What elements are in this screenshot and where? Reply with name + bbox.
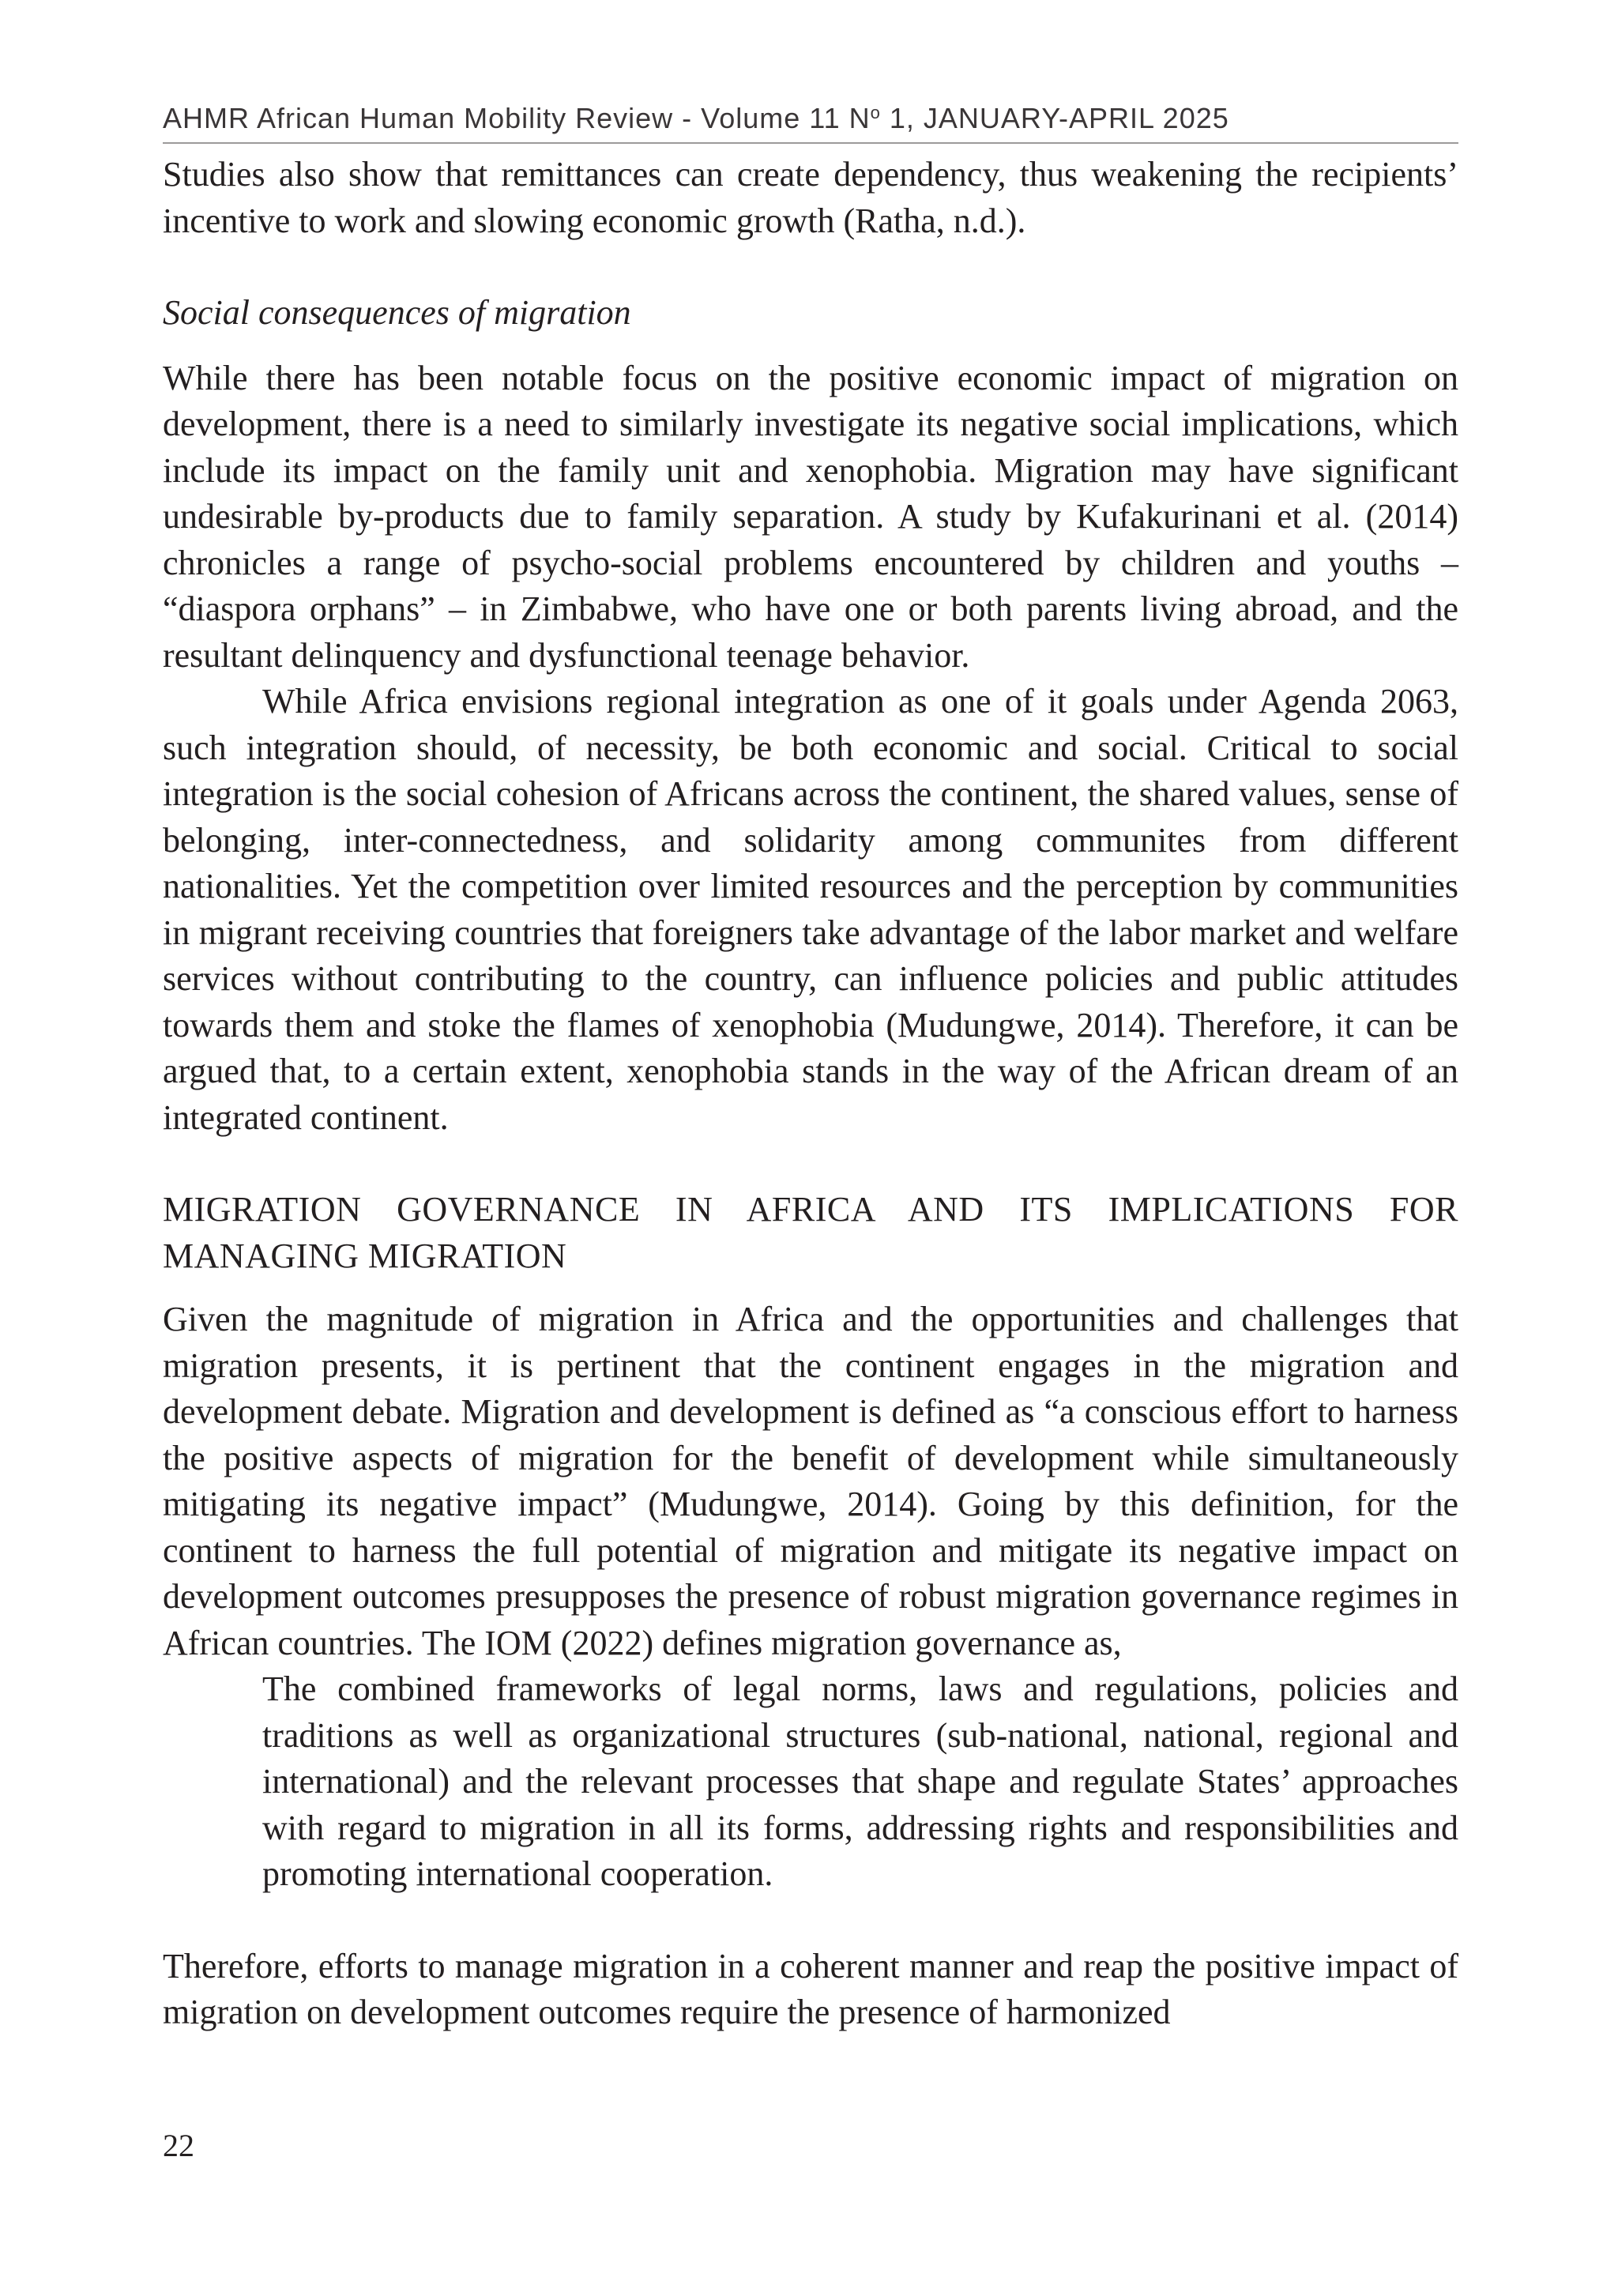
header-divider — [163, 142, 1458, 144]
journal-title: AHMR African Human Mobility Review - Volume 11 N — [163, 102, 871, 134]
body-text — [163, 152, 1458, 2036]
social-consequences-subheading: Social consequences of migration — [163, 293, 631, 332]
page-number: 22 — [163, 2128, 194, 2163]
intro-paragraph: Studies also show that remittances can create dependency, thus weakening the recipients’ incentive to work and slowing economic growth (Ratha, n.d.). — [163, 155, 1458, 240]
number-superscript: o — [870, 103, 881, 122]
iom-definition-quote: The combined frameworks of legal norms, laws and regulations, policies and traditions as well as organizational structures (sub-national, national, regional and international) and the relevant processes that shape and regulate States’ approaches with regard to migration in all its forms, addressing rights and responsibilities and promoting international cooperation. — [262, 1669, 1458, 1893]
governance-paragraph-1: Given the magnitude of migration in Africa and the opportunities and challenges that migration presents, it is pertinent that the continent engages in the migration and development debate. Migration and development is defined as “a conscious effort to harness the positive aspects of migration for the benefit of development while simultaneously mitigating its negative impact” (Mudungwe, 2014). Going by this definition, for the continent to harness the full potential of migration and mitigate its negative impact on development outcomes presupposes the presence of robust migration governance regimes in African countries. The IOM (2022) defines migration governance as, — [163, 1300, 1458, 1662]
issue-info: 1, JANUARY-APRIL 2025 — [880, 102, 1229, 134]
governance-paragraph-2: Therefore, efforts to manage migration in a coherent manner and reap the positive impact of migration on development outcomes require the presence of harmonized — [163, 1946, 1458, 2031]
migration-governance-heading: MIGRATION GOVERNANCE IN AFRICA AND ITS IMPLICATIONS FOR MANAGING MIGRATION — [163, 1190, 1458, 1275]
running-header — [163, 101, 1458, 136]
social-paragraph-2: While Africa envisions regional integration as one of it goals under Agenda 2063, such integration should, of necessity, be both economic and social. Critical to social integration is the social cohesion of Africans across the continent, the shared values, sense of belonging, inter-connectedness, and solidarity among communites from different nationalities. Yet the competition over limited resources and the perception by communities in migrant receiving countries that foreigners take advantage of the labor market and welfare services without contributing to the country, can influence policies and public attitudes towards them and stoke the flames of xenophobia (Mudungwe, 2014). Therefore, it can be argued that, to a certain extent, xenophobia stands in the way of the African dream of an integrated continent. — [163, 682, 1458, 1137]
social-paragraph-1: While there has been notable focus on the positive economic impact of migration on development, there is a need to similarly investigate its negative social implications, which include its impact on the family unit and xenophobia. Migration may have significant undesirable by-products due to family separation. A study by Kufakurinani et al. (2014) chronicles a range of psycho-social problems encountered by children and youths – “diaspora orphans” – in Zimbabwe, who have one or both parents living abroad, and the resultant delinquency and dysfunctional teenage behavior. — [163, 358, 1458, 675]
